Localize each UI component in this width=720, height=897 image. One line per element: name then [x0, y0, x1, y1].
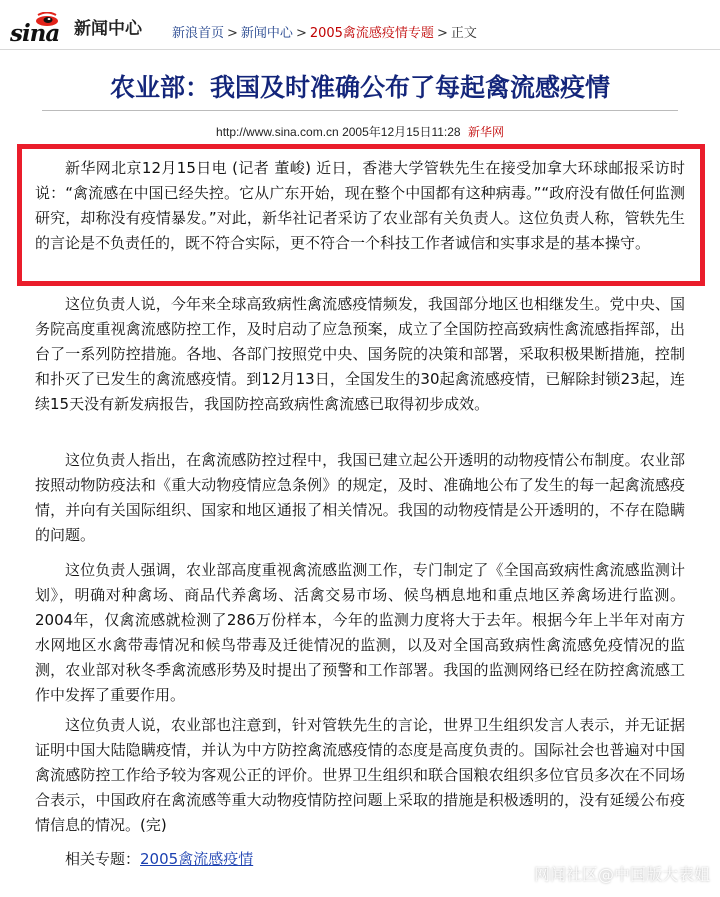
site-header: [0, 0, 720, 50]
breadcrumb-bird-flu-topic[interactable]: 2005禽流感疫情专题: [309, 26, 434, 41]
breadcrumb-current: 正文: [450, 26, 477, 41]
paragraph-3: 这位负责人指出，在禽流感防控过程中，我国已建立起公开透明的动物疫情公布制度。农业部按照动物防疫法和《重大动物疫情应急条例》的规定，及时、准确地公布了发生的每一起禽流感疫情，并向有关国际组织、国家和地区通报了相关情况。我国的动物疫情是公开透明的，不存在隐瞒的问题。: [35, 451, 685, 544]
breadcrumb: [172, 22, 477, 41]
breadcrumb-separator: >: [227, 26, 238, 41]
channel-name[interactable]: 新闻中心: [74, 19, 142, 39]
paragraph-5: 这位负责人说，农业部也注意到，针对管轶先生的言论，世界卫生组织发言人表示，并无证据证明中国大陆隐瞒疫情，并认为中方防控禽流感疫情的态度是高度负责的。国际社会也普遍对中国禽流感防控工作给予较为客观公正的评价。世界卫生组织和联合国粮农组织多位官员多次在不同场合表示，中国政府在禽流感等重大动物疫情防控问题上采取的措施是积极透明的，没有延缓公布疫情信息的情况。(完): [35, 716, 685, 834]
breadcrumb-separator: >: [436, 26, 448, 41]
article-title: 农业部：我国及时准确公布了每起禽流感疫情: [109, 73, 610, 102]
title-divider: [42, 110, 678, 111]
breadcrumb-news-center[interactable]: 新闻中心: [240, 26, 293, 41]
related-topic-label: 相关专题：: [65, 850, 141, 868]
paragraph-4: 这位负责人强调，农业部高度重视禽流感监测工作，专门制定了《全国高致病性禽流感监测计划》，明确对种禽场、商品代养禽场、活禽交易市场、候鸟栖息地和重点地区养禽场进行监测。2004年，仅禽流感就检测了286万份样本，今年的监测力度将大于去年。根据今年上半年对南方水网地区水禽带毒情况和候鸟带毒及迁徙情况的监测，以及对全国高致病性禽流感免疫情况的监测，农业部对秋冬季禽流感形势及时提出了预警和工作部署。我国的监测网络已经在防控禽流感工作中发挥了重要作用。: [35, 561, 685, 704]
paragraph-2: 这位负责人说，今年来全球高致病性禽流感疫情频发，我国部分地区也相继发生。党中央、国务院高度重视禽流感防控工作，及时启动了应急预案，成立了全国防控高致病性禽流感指挥部，出台了一系列防控措施。各地、各部门按照党中央、国务院的决策和部署，采取积极果断措施，控制和扑灭了已发生的禽流感疫情。到12月13日，全国发生的30起禽流感疫情，已解除封锁23起，连续15天没有新发病报告，我国防控高致病性禽流感已取得初步成效。: [35, 295, 685, 413]
article-url[interactable]: http://www.sina.com.cn: [216, 125, 339, 139]
paragraph-1: 新华网北京12月15日电 (记者 董峻) 近日，香港大学管轶先生在接受加拿大环球邮报采访时说：“禽流感在中国已经失控。它从广东开始，现在整个中国都有这种病毒。”“政府没有做任何监测研究，却称没有疫情暴发。”对此，新华社记者采访了农业部有关负责人。这位负责人称，管轶先生的言论是不负责任的，既不符合实际，更不符合一个科技工作者诚信和实事求是的基本操守。: [35, 159, 685, 252]
article-date: 2005年12月15日11:28: [342, 125, 461, 139]
article-meta: [0, 123, 720, 140]
logo-wordmark: sina: [10, 20, 60, 47]
breadcrumb-separator: >: [295, 26, 307, 41]
related-topic-link[interactable]: 2005禽流感疫情: [140, 850, 254, 868]
watermark: 网闻社区@中国版大表姐: [533, 865, 710, 884]
sina-logo[interactable]: [6, 10, 74, 47]
breadcrumb-sina-home[interactable]: 新浪首页: [172, 26, 225, 41]
article-source[interactable]: 新华网: [467, 125, 504, 139]
related-topic: [65, 848, 253, 869]
